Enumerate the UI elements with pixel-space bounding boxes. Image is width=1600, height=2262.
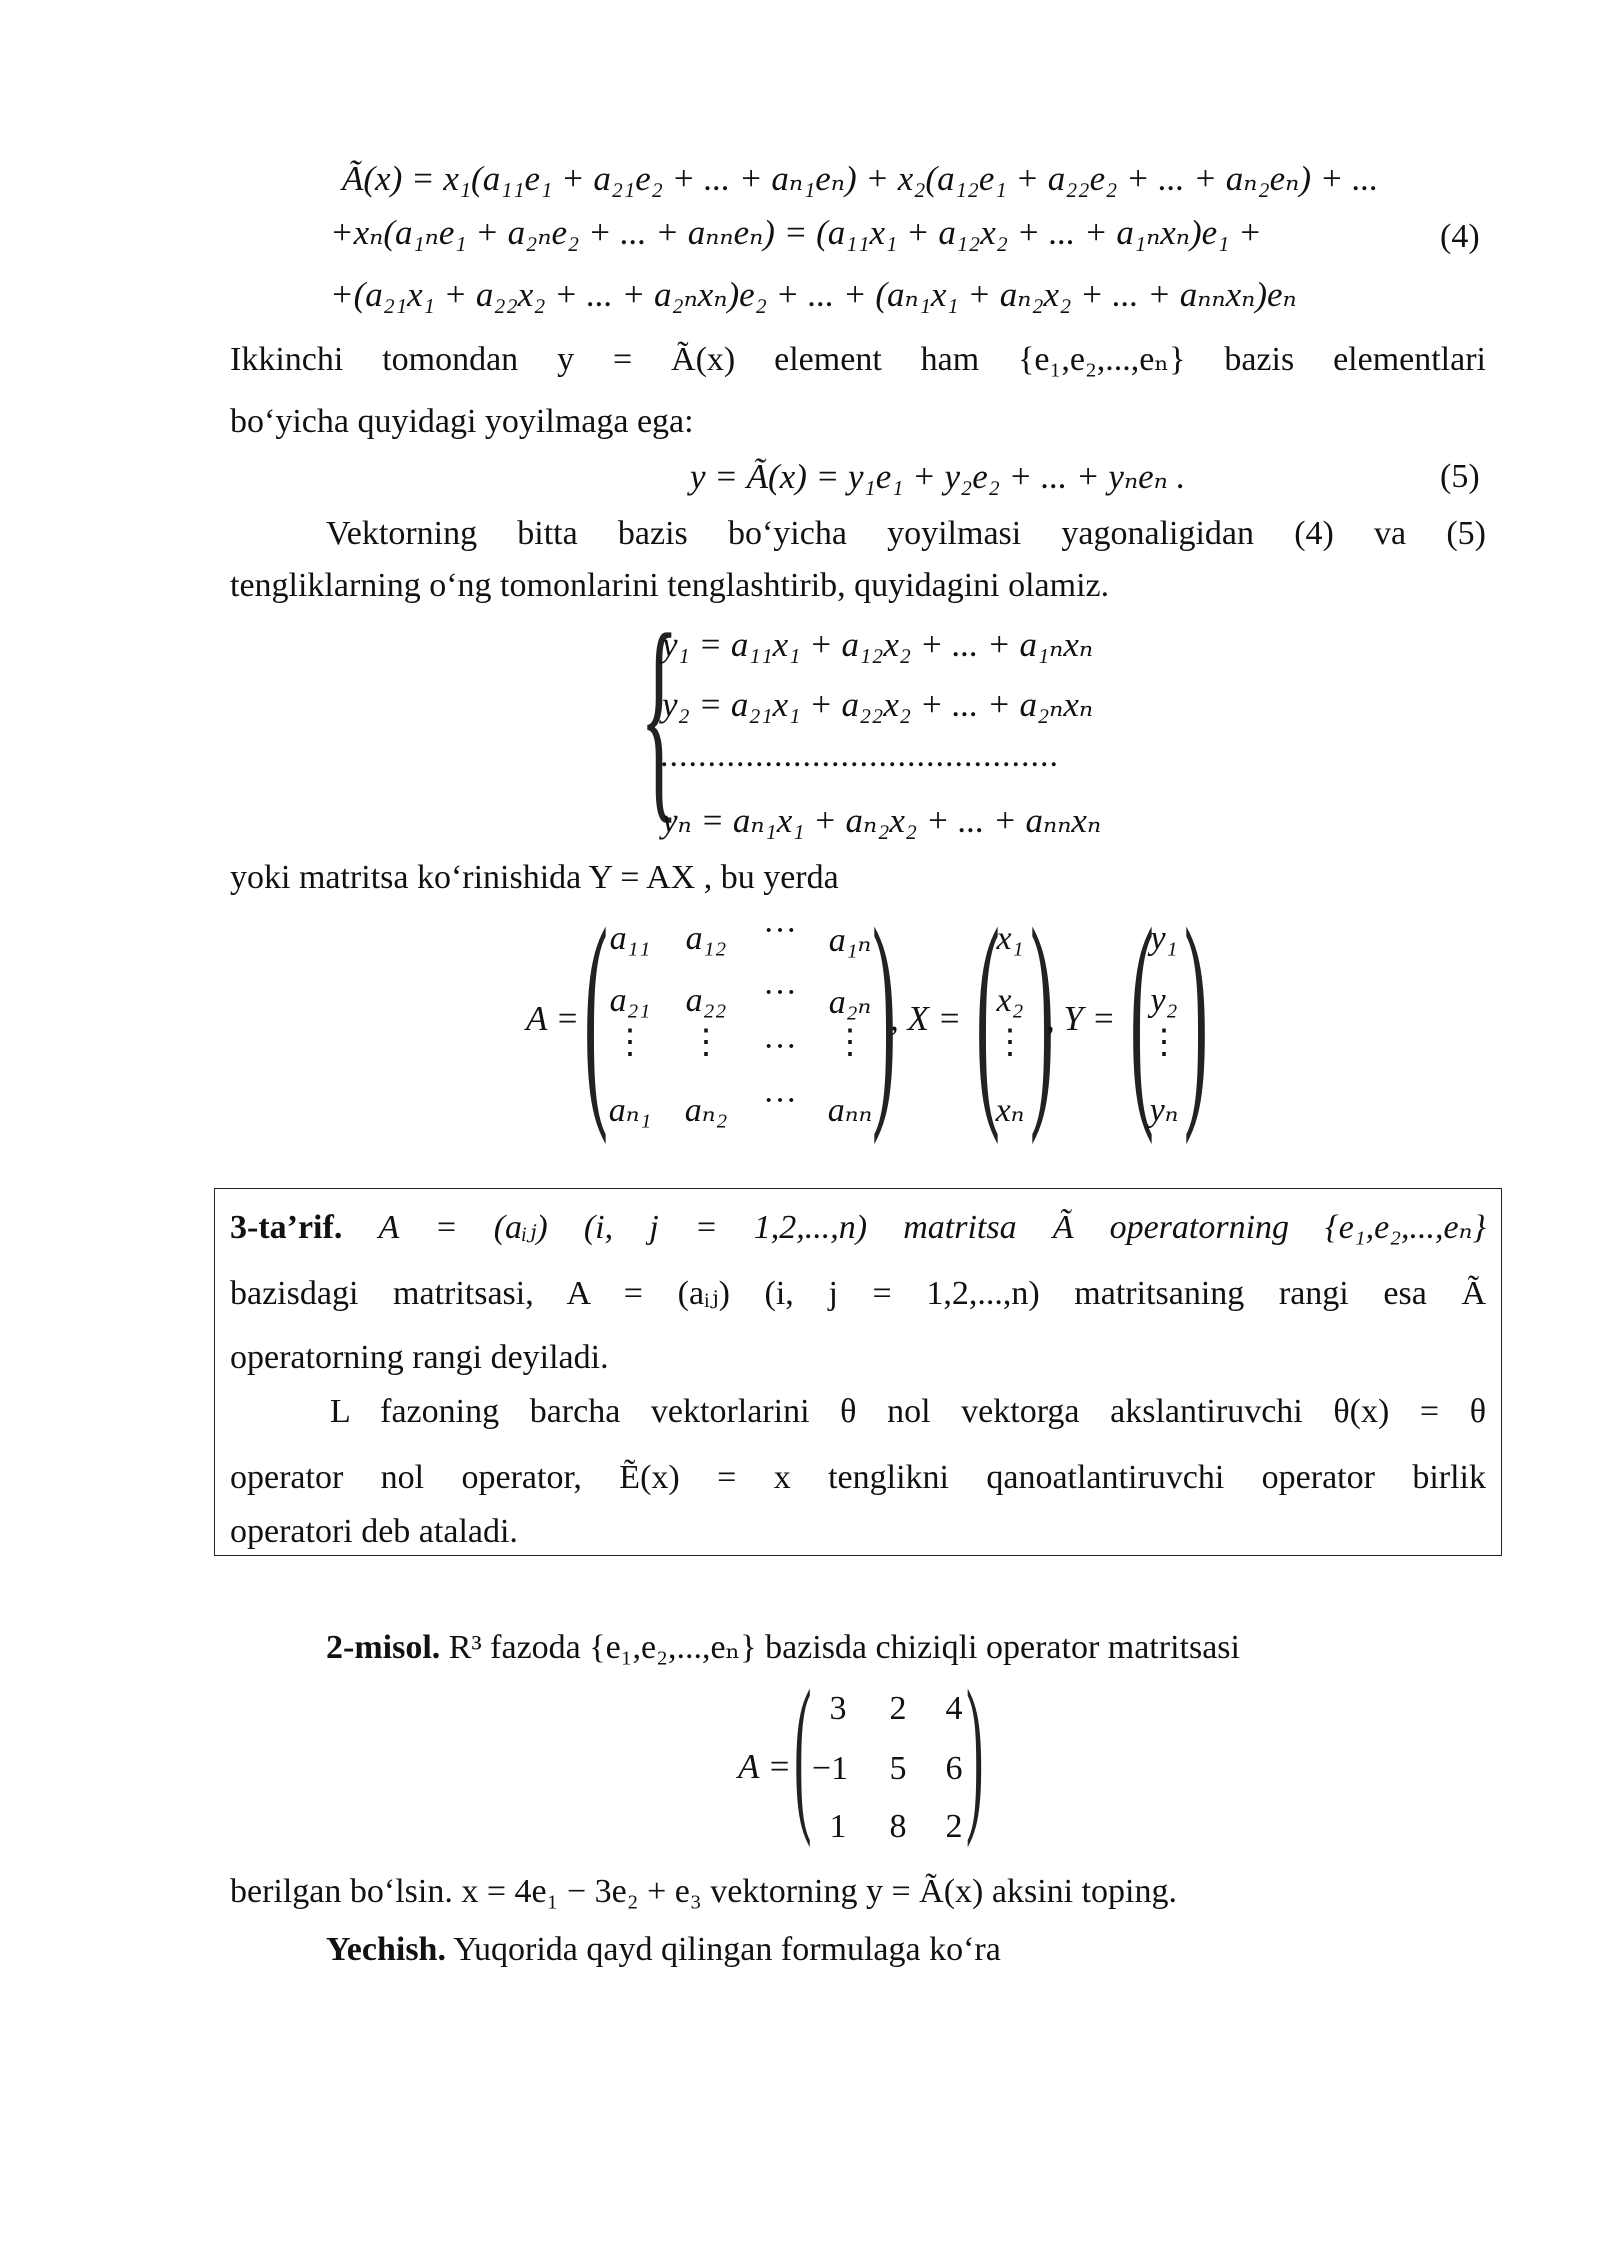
matrix-a-right-paren: ) — [872, 879, 896, 1145]
solution-title: Yechish. — [326, 1931, 446, 1968]
example-title: 2-misol. — [326, 1629, 441, 1666]
example-matrix-cell: 4 — [945, 1690, 963, 1727]
example-matrix-right-paren: ) — [966, 1654, 984, 1848]
matrix-a-cell: aₙ₁ — [608, 1092, 652, 1129]
matrix-a-cell: a₁₂ — [685, 920, 727, 957]
matrix-a-cell: aₙ₂ — [684, 1092, 728, 1129]
example-matrix-cell: 8 — [889, 1808, 907, 1845]
matrix-a-cell: a₂₁ — [609, 982, 651, 1019]
matrix-a-cell: a₂₂ — [685, 982, 727, 1019]
equation-number-4: (4) — [1440, 218, 1480, 255]
matrix-a-cell: aₙₙ — [827, 1092, 873, 1129]
matrix-y-cell: yₙ — [1149, 1092, 1179, 1129]
definition-line-3: operatorning rangi deyiladi. — [230, 1339, 609, 1376]
matrix-a-cell: a₁ₙ — [828, 922, 872, 959]
matrix-x-cell: x₁ — [996, 920, 1024, 957]
example-matrix-cell: 5 — [889, 1750, 907, 1787]
matrix-a-cell: ⋮ — [689, 1024, 723, 1061]
definition-line-6: operatori deb ataladi. — [230, 1513, 518, 1550]
matrix-a-cell: ⋮ — [613, 1024, 647, 1061]
definition-line-2: bazisdagi matritsasi, A = (aᵢⱼ) (i, j = 1,2,...,n) matritsaning rangi esa Ã — [230, 1275, 1486, 1312]
matrix-y-cell: y₂ — [1150, 982, 1178, 1019]
matrix-intro: yoki matritsa ko‘rinishida Y = AX , bu yerda — [230, 859, 839, 896]
matrix-y-cell: y₁ — [1150, 920, 1178, 957]
matrix-x-cell: x₂ — [996, 982, 1024, 1019]
definition-line-5: operator nol operator, Ẽ(x) = x tenglikni qanoatlantiruvchi operator birlik — [230, 1459, 1486, 1496]
paragraph-2-line-2: tengliklarning o‘ng tomonlarini tenglashtirib, quyidagini olamiz. — [230, 567, 1110, 604]
example-given: berilgan bo‘lsin. x = 4e₁ − 3e₂ + e₃ vektorning y = Ã(x) aksini toping. — [230, 1873, 1177, 1910]
matrix-a-cell: a₁₁ — [609, 920, 651, 957]
equation-4-line-2: +xₙ(a₁ₙe₁ + a₂ₙe₂ + ... + aₙₙeₙ) = (a₁₁x₁ + a₁₂x₂ + ... + a₁ₙxₙ)e₁ + — [330, 213, 1262, 252]
definition-line-1: 3-ta’rif. A = (aᵢⱼ) (i, j = 1,2,...,n) matritsa Ã operatorning {e₁,e₂,...,eₙ} — [230, 1209, 1486, 1246]
equation-5: y = Ã(x) = y₁e₁ + y₂e₂ + ... + yₙeₙ . — [690, 457, 1186, 496]
definition-title: 3-ta’rif. — [230, 1209, 343, 1246]
matrix-x-cell: xₙ — [995, 1092, 1025, 1129]
matrix-y-cell: ⋮ — [1147, 1024, 1181, 1061]
equation-4-line-1: Ã(x) = x₁(a₁₁e₁ + a₂₁e₂ + ... + aₙ₁eₙ) + x₂(a₁₂e₁ + a₂₂e₂ + ... + aₙ₂eₙ) + ... — [342, 159, 1379, 198]
matrix-x-cell: ⋮ — [993, 1024, 1027, 1061]
matrix-a-cell: ··· — [763, 1082, 797, 1119]
matrix-a-left-paren: ( — [584, 879, 608, 1145]
matrix-a-cell: ⋮ — [833, 1024, 867, 1061]
system-row-2: y₂ = a₂₁x₁ + a₂₂x₂ + ... + a₂ₙxₙ — [662, 685, 1094, 724]
matrix-x-left-paren: ( — [976, 879, 1000, 1145]
matrix-x-right-paren: ) — [1030, 879, 1054, 1145]
example-matrix-cell: 2 — [889, 1690, 907, 1727]
solution-line: Yechish. Yuqorida qayd qilingan formulaga ko‘ra — [326, 1931, 1001, 1968]
example-matrix-cell: −1 — [811, 1750, 849, 1787]
matrix-x-label: , X = — [890, 999, 962, 1038]
equation-4-line-3: +(a₂₁x₁ + a₂₂x₂ + ... + a₂ₙxₙ)e₂ + ... + (aₙ₁x₁ + aₙ₂x₂ + ... + aₙₙxₙ)eₙ — [330, 275, 1297, 314]
matrix-y-right-paren: ) — [1184, 879, 1208, 1145]
matrix-a-cell: a₂ₙ — [828, 984, 872, 1021]
example-matrix-left-paren: ( — [794, 1654, 812, 1848]
equation-number-5: (5) — [1440, 458, 1480, 495]
example-matrix-cell: 1 — [829, 1808, 847, 1845]
system-dots: .......................................... — [660, 737, 1059, 774]
system-row-1: y₁ = a₁₁x₁ + a₁₂x₂ + ... + a₁ₙxₙ — [662, 625, 1094, 664]
definition-line-4: L fazoning barcha vektorlarini θ nol vektorga akslantiruvchi θ(x) = θ — [330, 1393, 1486, 1430]
matrix-y-label: , Y = — [1046, 999, 1116, 1038]
example-matrix-cell: 2 — [945, 1808, 963, 1845]
system-row-n: yₙ = aₙ₁x₁ + aₙ₂x₂ + ... + aₙₙxₙ — [662, 801, 1102, 840]
matrix-a-cell: ··· — [763, 1028, 797, 1065]
system-left-brace: { — [640, 587, 679, 842]
paragraph-2-line-1: Vektorning bitta bazis bo‘yicha yoyilmasi yagonaligidan (4) va (5) — [326, 515, 1486, 552]
matrix-a-cell: ··· — [763, 974, 797, 1011]
matrix-a-cell: ··· — [763, 912, 797, 949]
matrix-y-left-paren: ( — [1130, 879, 1154, 1145]
example-matrix-cell: 6 — [945, 1750, 963, 1787]
paragraph-1-line-2: bo‘yicha quyidagi yoyilmaga ega: — [230, 403, 694, 440]
example-matrix-cell: 3 — [829, 1690, 847, 1727]
example-heading: 2-misol. R³ fazoda {e₁,e₂,...,eₙ} bazisda chiziqli operator matritsasi — [326, 1629, 1240, 1666]
paragraph-1-line-1: Ikkinchi tomondan y = Ã(x) element ham {e₁,e₂,...,eₙ} bazis elementlari — [230, 341, 1486, 378]
matrix-a-label: A = — [526, 999, 580, 1038]
example-matrix-label: A = — [738, 1747, 792, 1786]
